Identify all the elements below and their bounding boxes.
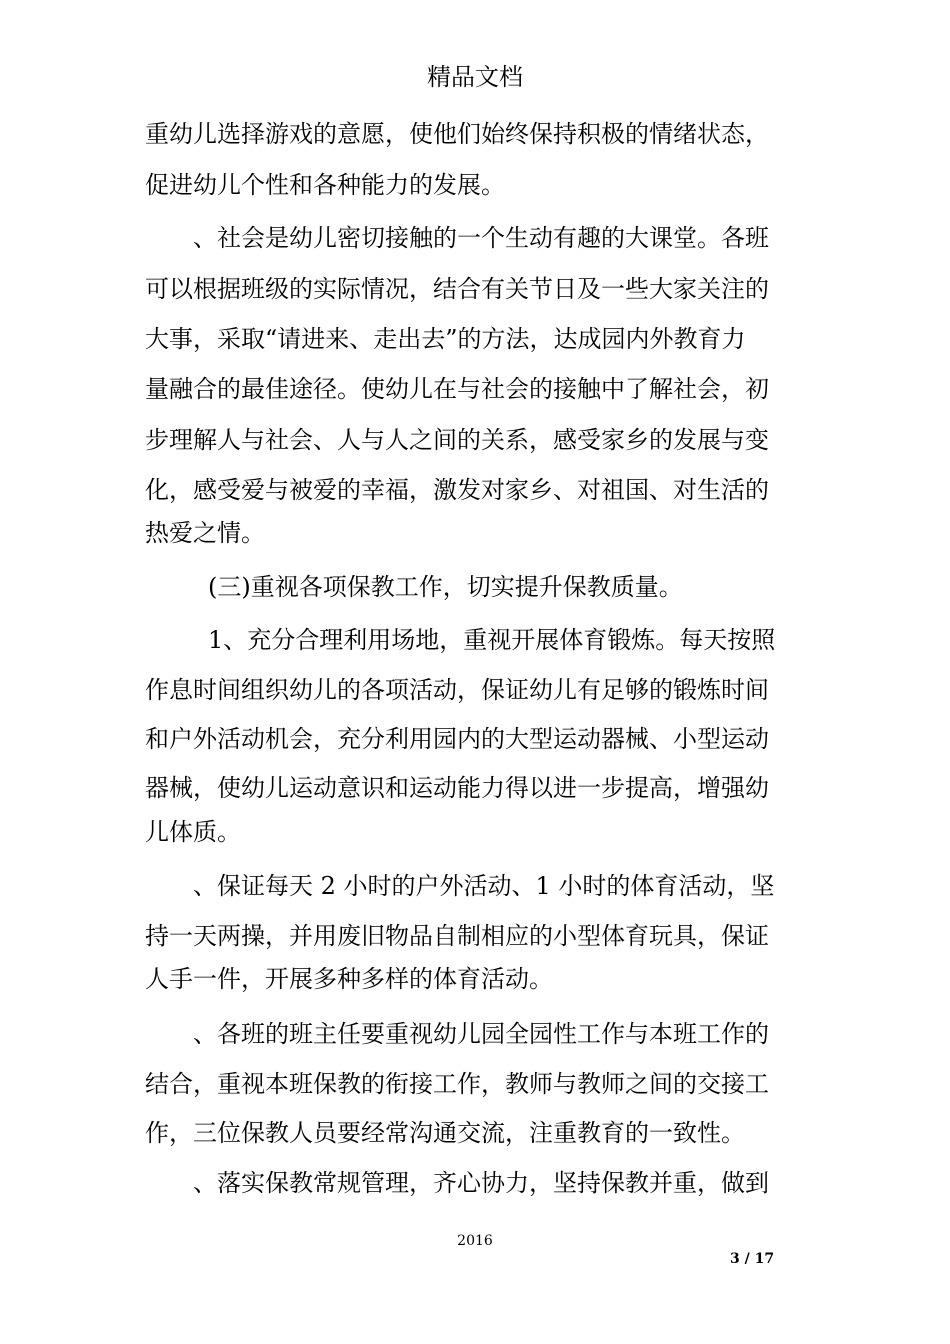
text-line: 器械，使幼儿运动意识和运动能力得以进一步提高，增强幼 [145,774,769,802]
text-line: 1、充分合理利用场地，重视开展体育锻炼。每天按照 [208,626,776,654]
text-line: 结合，重视本班保教的衔接工作，教师与教师之间的交接工 [145,1070,769,1098]
text-line: 大事，采取“请进来、走出去”的方法，达成园内外教育力 [145,325,746,353]
text-line: 可以根据班级的实际情况，结合有关节日及一些大家关注的 [145,275,769,303]
text-line: 作息时间组织幼儿的各项活动，保证幼儿有足够的锻炼时间 [145,676,769,704]
text-line: 儿体质。 [145,818,241,846]
text-line: 人手一件，开展多种多样的体育活动。 [145,965,553,993]
text-line: 和户外活动机会，充分利用园内的大型运动器械、小型运动 [145,725,769,753]
text-line: 量融合的最佳途径。使幼儿在与社会的接触中了解社会，初 [145,375,769,403]
text-line: 持一天两操，并用废旧物品自制相应的小型体育玩具，保证 [145,922,769,950]
text-line: 、保证每天 2 小时的户外活动、1 小时的体育活动，坚 [193,872,775,900]
text-line: 步理解人与社会、人与人之间的关系，感受家乡的发展与变 [145,426,769,454]
text-line: 、各班的班主任要重视幼儿园全园性工作与本班工作的 [193,1020,769,1048]
section-heading: (三)重视各项保教工作，切实提升保教质量。 [208,573,683,601]
text-line: 、落实保教常规管理，齐心协力，坚持保教并重，做到 [193,1169,769,1197]
text-line: 作，三位保教人员要经常沟通交流，注重教育的一致性。 [145,1119,745,1147]
page-number: 3 / 17 [730,1251,775,1267]
footer-year: 2016 [457,1233,493,1249]
text-line: 热爱之情。 [145,519,265,547]
text-line: 促进幼儿个性和各种能力的发展。 [145,171,505,199]
text-line: 化，感受爱与被爱的幸福，激发对家乡、对祖国、对生活的 [145,476,769,504]
text-line: 、社会是幼儿密切接触的一个生动有趣的大课堂。各班 [193,224,769,252]
text-line: 重幼儿选择游戏的意愿，使他们始终保持积极的情绪状态， [145,120,769,148]
page-header-title: 精品文档 [427,63,523,91]
